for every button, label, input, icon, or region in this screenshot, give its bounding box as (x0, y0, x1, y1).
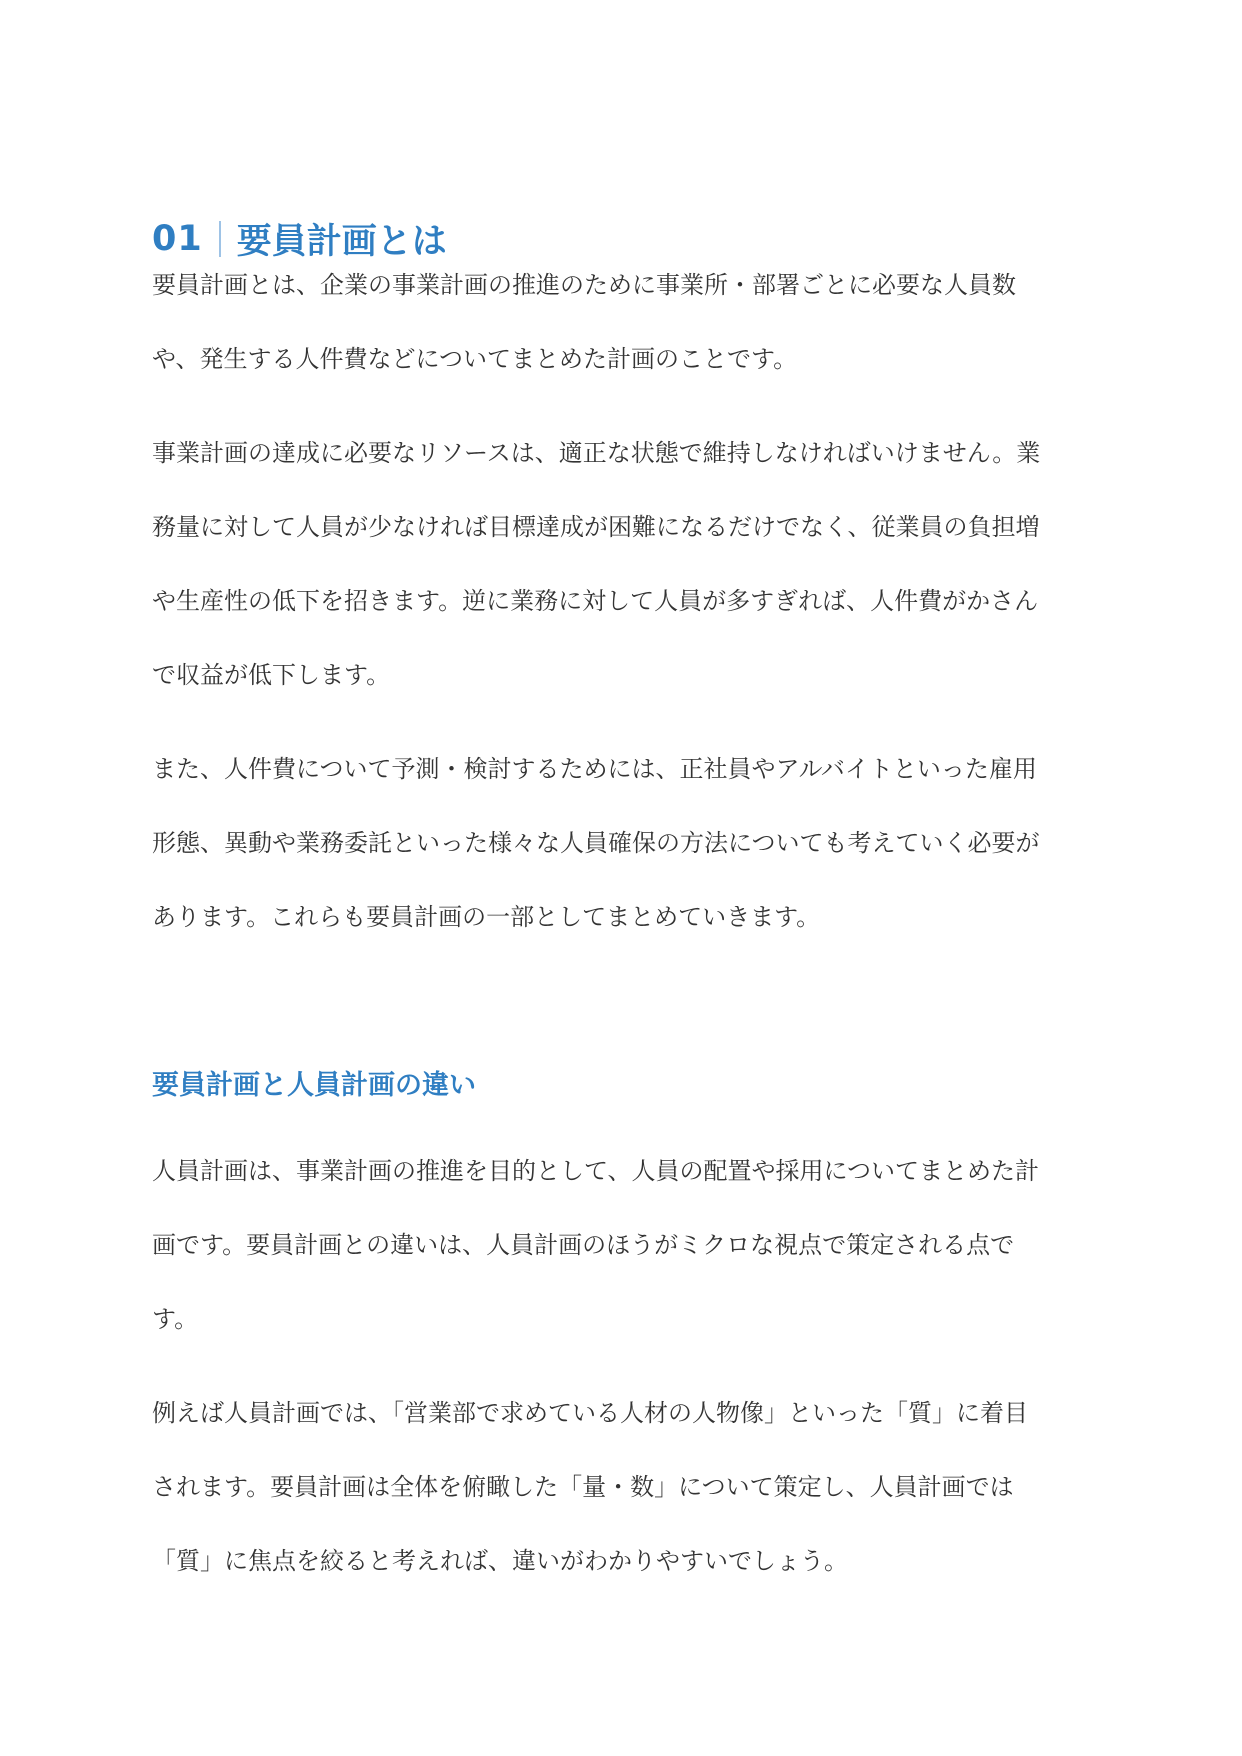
paragraph-line: 形態、異動や業務委託といった様々な人員確保の方法についても考えていく必要が (152, 829, 1040, 857)
paragraph-1 (152, 248, 1092, 396)
section-title: 要員計画とは (236, 222, 447, 263)
paragraph-line: また、人件費について予測・検討するためには、正社員やアルバイトといった雇用 (152, 755, 1037, 783)
subsection-heading: 要員計画と人員計画の違い (152, 1070, 476, 1101)
paragraph-line: 例えば人員計画では、「営業部で求めている人材の人物像」といった「質」に着目 (152, 1399, 1028, 1427)
paragraph-2 (152, 416, 1092, 712)
paragraph-line: 「質」に焦点を絞ると考えれば、違いがわかりやすいでしょう。 (152, 1547, 848, 1575)
paragraph-3 (152, 732, 1092, 954)
paragraph-line: あります。これらも要員計画の一部としてまとめていきます。 (152, 903, 821, 931)
paragraph-line: や生産性の低下を招きます。逆に業務に対して人員が多すぎれば、人件費がかさん (152, 587, 1039, 615)
subsection-paragraph-2 (152, 1376, 1092, 1598)
paragraph-line: 画です。要員計画との違いは、人員計画のほうがミクロな視点で策定される点で (152, 1231, 1015, 1259)
paragraph-line: 務量に対して人員が少なければ目標達成が困難になるだけでなく、従業員の負担増 (152, 513, 1040, 541)
paragraph-line: で収益が低下します。 (152, 661, 391, 689)
subsection-paragraph-1 (152, 1134, 1092, 1356)
paragraph-line: す。 (152, 1305, 199, 1333)
section-number: 01 (152, 219, 203, 260)
paragraph-line: 人員計画は、事業計画の推進を目的として、人員の配置や採用についてまとめた計 (152, 1157, 1040, 1185)
paragraph-line: 要員計画とは、企業の事業計画の推進のために事業所・部署ごとに必要な人員数 (152, 271, 1016, 299)
paragraph-line: 事業計画の達成に必要なリソースは、適正な状態で維持しなければいけません。業 (152, 439, 1041, 467)
paragraph-line: されます。要員計画は全体を俯瞰した「量・数」について策定し、人員計画では (152, 1473, 1014, 1501)
paragraph-line: や、発生する人件費などについてまとめた計画のことです。 (152, 345, 798, 373)
